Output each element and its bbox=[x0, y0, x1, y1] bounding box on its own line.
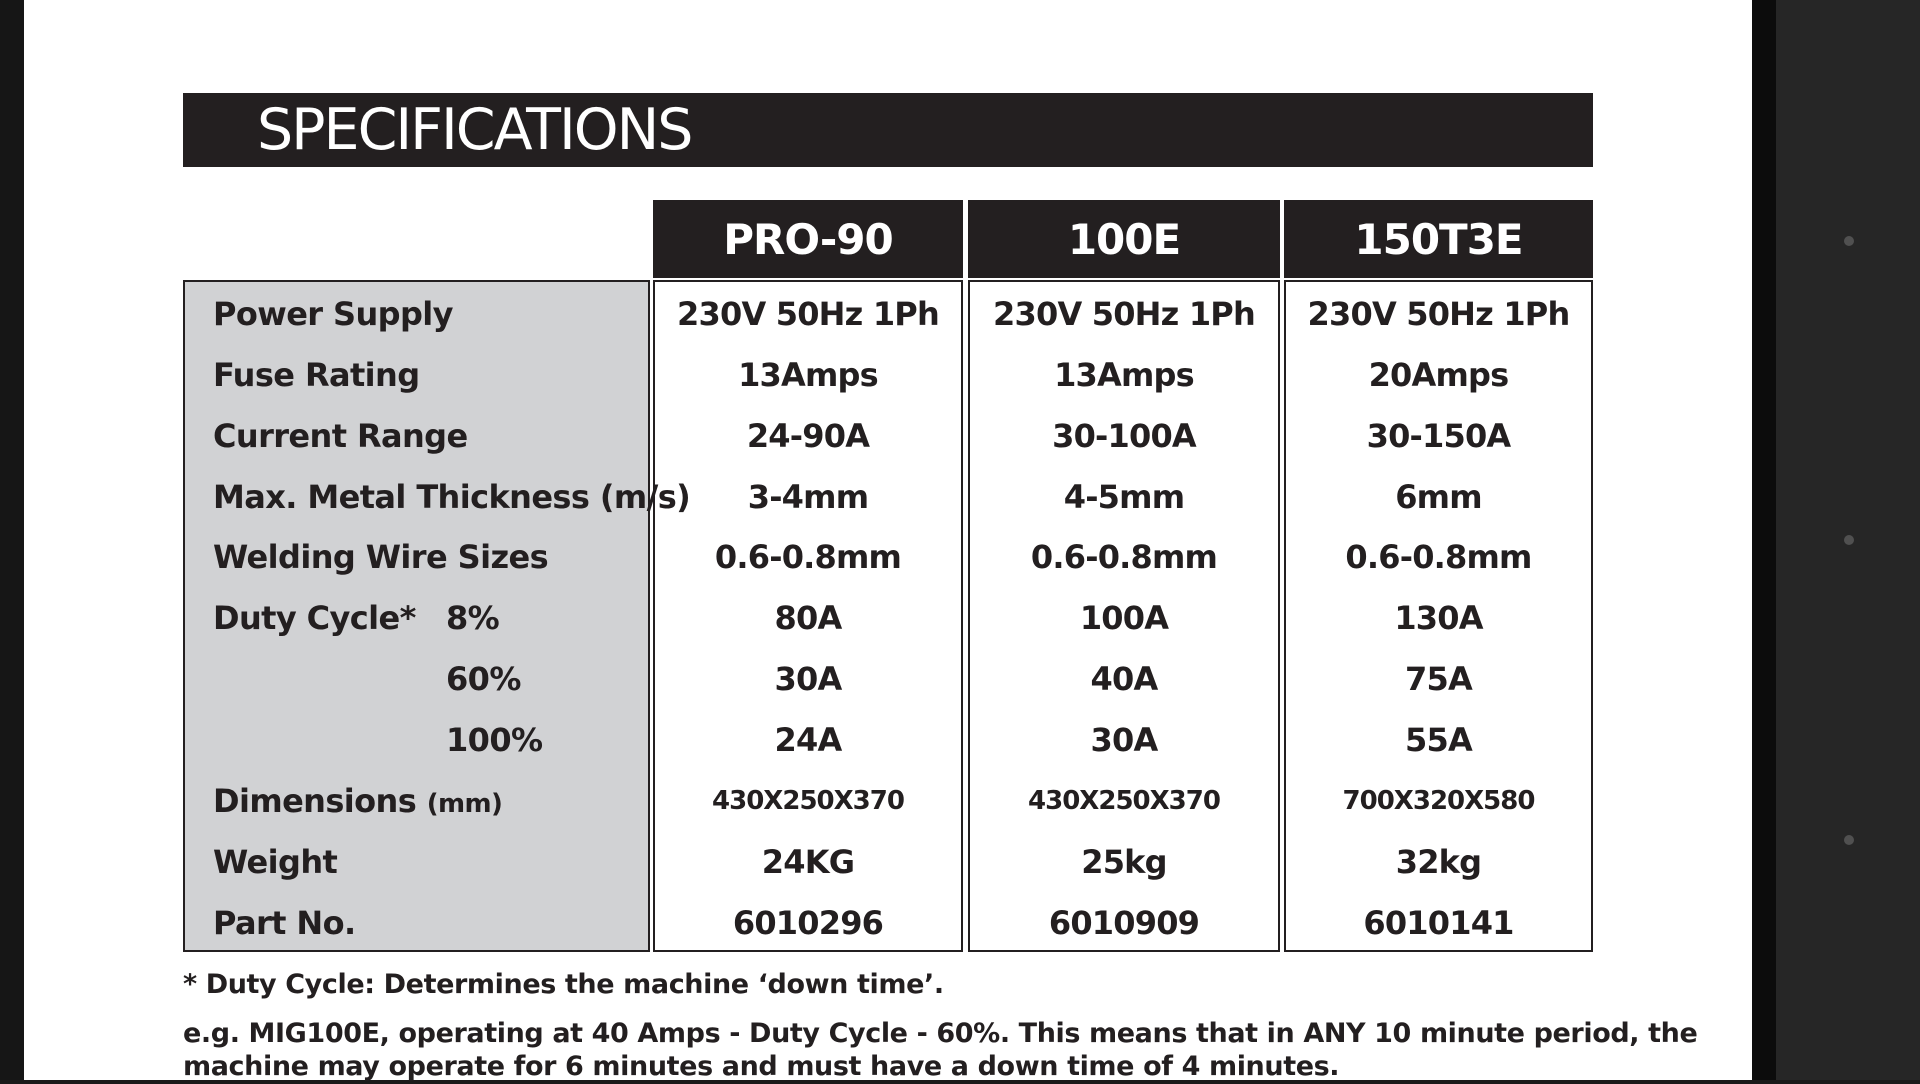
page-indicator-dot[interactable] bbox=[1844, 535, 1854, 545]
cell-100e-current-range: 30-100A bbox=[1052, 417, 1196, 455]
duty-cycle-100-percent: 100% bbox=[446, 721, 543, 759]
duty-cycle-example-line1: e.g. MIG100E, operating at 40 Amps - Duty Cycle - 60%. This means that in ANY 10 minute period, the bbox=[183, 1018, 1698, 1049]
cell-pro90-power-supply: 230V 50Hz 1Ph bbox=[677, 295, 939, 333]
cell-150t3e-max-thickness: 6mm bbox=[1395, 478, 1482, 516]
cell-pro90-duty-100: 24A bbox=[774, 721, 842, 759]
cell-100e-part-no: 6010909 bbox=[1048, 904, 1200, 942]
viewer-left-edge bbox=[0, 0, 24, 1080]
column-header-pro-90: PRO-90 bbox=[653, 200, 963, 278]
dimensions-unit: (mm) bbox=[426, 789, 503, 819]
page-title: SPECIFICATIONS bbox=[257, 97, 692, 163]
row-label-part-no: Part No. bbox=[213, 904, 356, 942]
cell-100e-fuse-rating: 13Amps bbox=[1054, 356, 1194, 394]
page-indicator-dot[interactable] bbox=[1844, 835, 1854, 845]
row-label-power-supply: Power Supply bbox=[213, 295, 453, 333]
row-label-fuse-rating: Fuse Rating bbox=[213, 356, 420, 394]
cell-pro90-duty-60: 30A bbox=[774, 660, 842, 698]
cell-pro90-duty-8: 80A bbox=[774, 599, 842, 637]
cell-150t3e-fuse-rating: 20Amps bbox=[1368, 356, 1509, 394]
column-header-150t3e: 150T3E bbox=[1284, 200, 1593, 278]
row-label-max-metal-thickness: Max. Metal Thickness (m/s) bbox=[213, 478, 691, 516]
cell-100e-duty-8: 100A bbox=[1079, 599, 1169, 637]
cell-150t3e-weight: 32kg bbox=[1395, 843, 1482, 881]
duty-cycle-example-line2: machine may operate for 6 minutes and must have a down time of 4 minutes. bbox=[183, 1051, 1340, 1082]
row-label-duty-cycle: Duty Cycle* bbox=[213, 599, 416, 637]
column-header-100e: 100E bbox=[968, 200, 1280, 278]
cell-100e-weight: 25kg bbox=[1081, 843, 1167, 881]
cell-100e-max-thickness: 4-5mm bbox=[1063, 478, 1185, 516]
cell-100e-dimensions: 430X250X370 bbox=[1028, 786, 1220, 816]
cell-150t3e-power-supply: 230V 50Hz 1Ph bbox=[1307, 295, 1570, 333]
cell-150t3e-wire-sizes: 0.6-0.8mm bbox=[1345, 538, 1532, 576]
row-label-welding-wire-sizes: Welding Wire Sizes bbox=[213, 538, 549, 576]
cell-150t3e-current-range: 30-150A bbox=[1366, 417, 1511, 455]
duty-cycle-8-percent: 8% bbox=[446, 599, 500, 637]
cell-150t3e-duty-8: 130A bbox=[1394, 599, 1483, 637]
cell-150t3e-duty-60: 75A bbox=[1405, 660, 1472, 698]
specifications-header-bar bbox=[183, 93, 1593, 167]
cell-pro90-current-range: 24-90A bbox=[746, 417, 870, 455]
cell-pro90-dimensions: 430X250X370 bbox=[712, 786, 904, 816]
cell-100e-duty-100: 30A bbox=[1090, 721, 1158, 759]
cell-pro90-weight: 24KG bbox=[761, 843, 855, 881]
row-label-current-range: Current Range bbox=[213, 417, 468, 455]
cell-150t3e-dimensions: 700X320X580 bbox=[1342, 786, 1535, 816]
cell-pro90-part-no: 6010296 bbox=[732, 904, 884, 942]
row-label-weight: Weight bbox=[213, 843, 338, 881]
cell-pro90-fuse-rating: 13Amps bbox=[738, 356, 878, 394]
cell-100e-duty-60: 40A bbox=[1090, 660, 1158, 698]
cell-150t3e-part-no: 6010141 bbox=[1363, 904, 1514, 942]
dimensions-label-text: Dimensions bbox=[213, 782, 417, 820]
duty-cycle-footnote: * Duty Cycle: Determines the machine ‘down time’. bbox=[183, 969, 944, 1000]
duty-cycle-60-percent: 60% bbox=[446, 660, 521, 698]
cell-pro90-wire-sizes: 0.6-0.8mm bbox=[714, 538, 902, 576]
cell-pro90-max-thickness: 3-4mm bbox=[747, 478, 869, 516]
row-label-dimensions bbox=[213, 781, 502, 824]
cell-100e-wire-sizes: 0.6-0.8mm bbox=[1030, 538, 1218, 576]
cell-150t3e-duty-100: 55A bbox=[1405, 721, 1472, 759]
page-indicator-dot[interactable] bbox=[1844, 236, 1854, 246]
cell-100e-power-supply: 230V 50Hz 1Ph bbox=[993, 295, 1255, 333]
viewer-right-rail bbox=[1752, 0, 1776, 1080]
